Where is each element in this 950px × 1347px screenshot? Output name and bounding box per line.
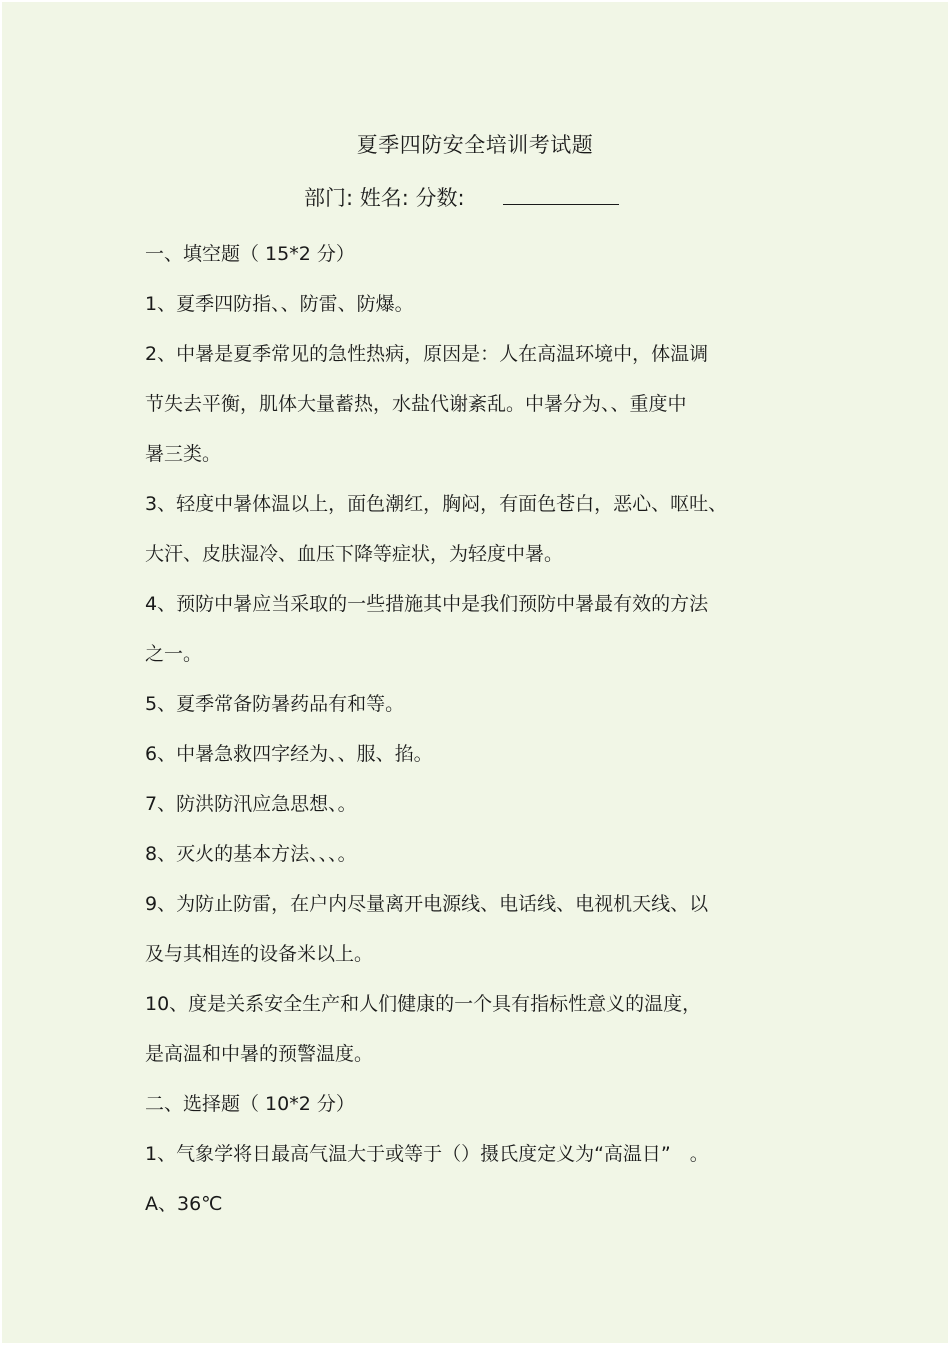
- question-line: 7、防洪防汛应急思想、。: [145, 793, 357, 815]
- question-line: 10、度是关系安全生产和人们健康的一个具有指标性意义的温度，: [145, 993, 702, 1015]
- question-line: 暑三类。: [145, 443, 222, 465]
- question-line: 1、夏季四防指、、防雷、防爆。: [145, 293, 414, 315]
- info-fields: 部门: 姓名: 分数:: [304, 186, 465, 210]
- score-blank: [503, 182, 619, 205]
- question-line: 9、为防止防雷，在户内尽量离开电源线、电话线、电视机天线、以: [145, 893, 709, 915]
- question-line: 8、灭火的基本方法、、、。: [145, 843, 357, 865]
- question-line: 3、轻度中暑体温以上，面色潮红，胸闷，有面色苍白，恶心、呕吐、: [145, 493, 728, 515]
- answer-option: A、36℃: [145, 1193, 223, 1215]
- question-line: 4、预防中暑应当采取的一些措施其中是我们预防中暑最有效的方法: [145, 593, 709, 615]
- info-line: [304, 182, 619, 213]
- question-line: 2、中暑是夏季常见的急性热病，原因是：人在高温环境中，体温调: [145, 343, 709, 365]
- document-page: [2, 2, 948, 1343]
- question-line: 6、中暑急救四字经为、、服、掐。: [145, 743, 433, 765]
- question-body: [145, 229, 785, 1229]
- section-heading-choice: 二、选择题（ 10*2 分）: [145, 1093, 355, 1115]
- question-line: 1、气象学将日最高气温大于或等于（）摄氏度定义为“高温日” 。: [145, 1143, 709, 1165]
- section-heading-fill-in: 一、填空题（ 15*2 分）: [145, 243, 355, 265]
- page-title: 夏季四防安全培训考试题: [356, 133, 594, 157]
- question-line: 大汗、皮肤湿冷、血压下降等症状，为轻度中暑。: [145, 543, 564, 565]
- question-line: 节失去平衡，肌体大量蓄热，水盐代谢紊乱。中暑分为、、重度中: [145, 393, 687, 415]
- question-line: 之一。: [145, 643, 203, 665]
- question-line: 及与其相连的设备米以上。: [145, 943, 374, 965]
- question-line: 5、夏季常备防暑药品有和等。: [145, 693, 405, 715]
- question-line: 是高温和中暑的预警温度。: [145, 1043, 374, 1065]
